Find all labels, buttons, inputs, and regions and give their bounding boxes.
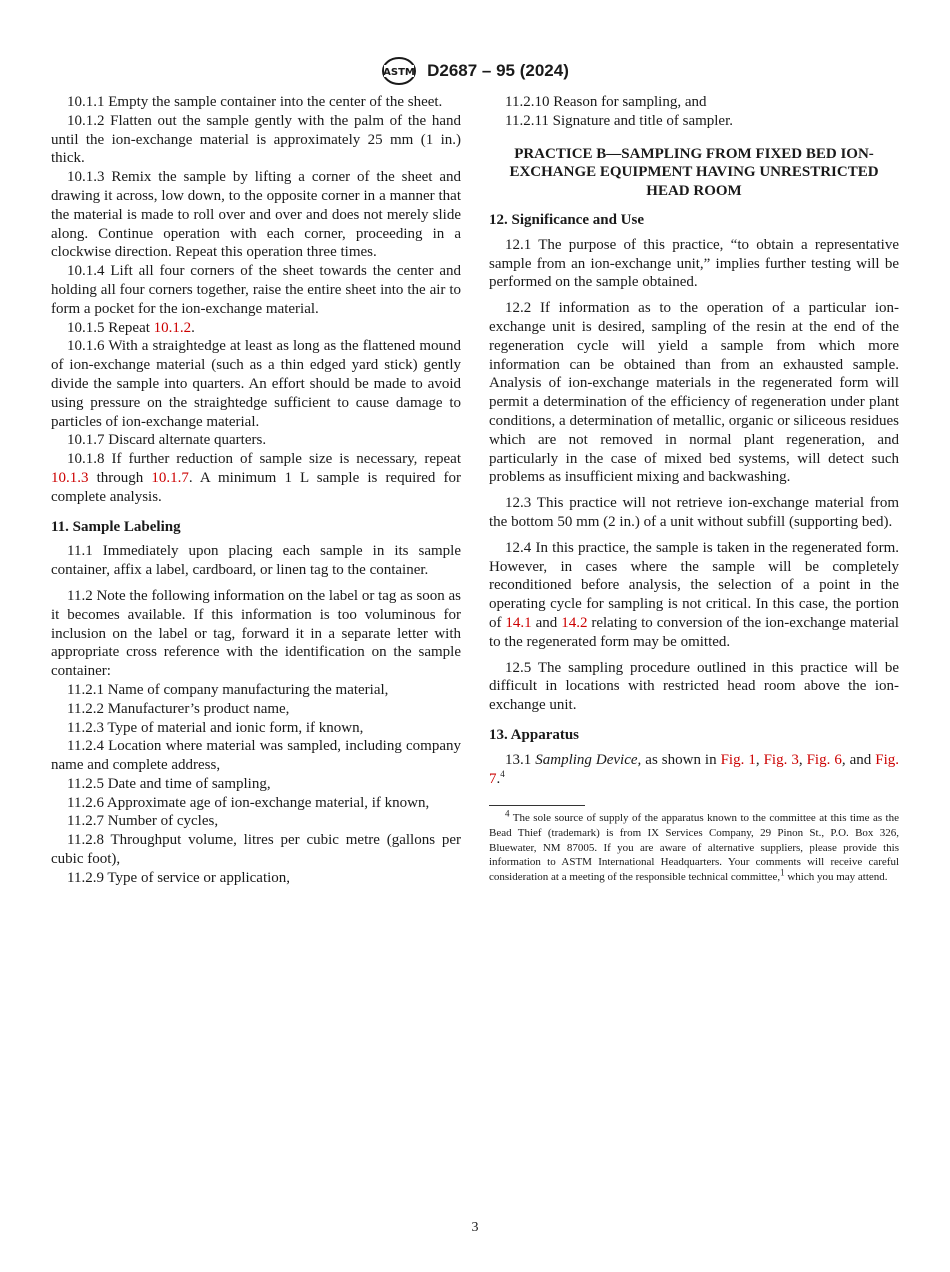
para-text: 12.4 In this practice, the sample is taken in the regenerated form. However, in cases where the sample will be completely reconditioned before analysis, the selection of a point in the operating cycle for sampling is not critical. In this case, the portion of — [489, 539, 899, 632]
link-10-1-3[interactable]: 10.1.3 — [51, 469, 89, 486]
list-item-11-2-8: 11.2.8 Throughput volume, litres per cubic metre (gallons per cubic foot), — [51, 832, 461, 868]
link-10-1-7[interactable]: 10.1.7 — [151, 469, 189, 486]
para-10-1-8 — [51, 450, 461, 506]
para-text: as shown in — [641, 751, 721, 768]
heading-11: 11. Sample Labeling — [51, 518, 181, 535]
para-10-1-5 — [51, 319, 461, 338]
para-11-1: 11.1 Immediately upon placing each sample in its sample container, affix a label, cardboard, or linen tag to the container. — [51, 543, 461, 579]
link-14-1[interactable]: 14.1 — [505, 615, 532, 632]
list-item-11-2-9: 11.2.9 Type of service or application, — [67, 869, 291, 886]
para-text: , — [755, 751, 764, 768]
para-text: . — [496, 770, 501, 787]
footnote-ref-1[interactable]: 1 — [780, 867, 785, 878]
para-10-1-4: 10.1.4 Lift all four corners of the sheet towards the center and holding all four corners together, raise the entire sheet into the air to form a pocket for the ion-exchange material. — [51, 263, 461, 317]
list-item-11-2-7: 11.2.7 Number of cycles, — [67, 813, 219, 830]
para-12-5: 12.5 The sampling procedure outlined in this practice will be difficult in locations with restricted head room above the ion-exchange unit. — [489, 659, 899, 714]
para-12-4 — [489, 539, 899, 652]
page-number: 3 — [471, 1220, 479, 1235]
para-text: relating to conversion of the ion-exchange material to the regenerated form may be omitted. — [489, 615, 899, 650]
link-fig-7[interactable]: Fig. 7 — [489, 751, 899, 787]
para-12-3: 12.3 This practice will not retrieve ion-exchange material from the bottom 50 mm (2 in.) of a unit without subfill (supporting bed). — [489, 495, 899, 531]
link-14-2[interactable]: 14.2 — [561, 615, 588, 632]
list-item-11-2-3: 11.2.3 Type of material and ionic form, if known, — [67, 719, 364, 736]
list-item-11-2-11: 11.2.11 Signature and title of sampler. — [505, 112, 734, 129]
practice-b-title: PRACTICE B—SAMPLING FROM FIXED BED ION-EXCHANGE EQUIPMENT HAVING UNRESTRICTED HEAD ROOM — [509, 145, 879, 199]
footnote-text: which you may attend. — [784, 870, 888, 883]
para-12-2: 12.2 If information as to the operation of a particular ion-exchange unit is desired, sampling of the resin at the end of the regeneration cycle will yield a sample from which more information can be obtained than from an exhausted sample. Analysis of ion-exchange materials in the regenerated form will permit a determination of the efficiency of regeneration under plant conditions, a determination of metallic, organic or siliceous residues which are not removed in normal plant regeneration, and particularly in the case of mixed bed systems, will detect such problems as insufficient mixing and backwashing. — [489, 300, 899, 486]
list-item-11-2-1: 11.2.1 Name of company manufacturing the material, — [67, 681, 389, 698]
astm-logo-icon — [381, 56, 417, 86]
standard-designation: D2687 – 95 (2024) — [427, 61, 569, 80]
link-fig-1[interactable]: Fig. 1 — [720, 751, 756, 768]
para-10-1-6: 10.1.6 With a straightedge at least as long as the flattened mound of ion-exchange material (such as a thin edged yard stick) gently divide the sample into quarters. An effort should be made to avoid using pressure on the straightedge sufficient to cause damage to particles of ion-exchange material. — [51, 338, 461, 430]
heading-13: 13. Apparatus — [489, 727, 580, 744]
para-text: , — [798, 751, 807, 768]
footnote-text: The sole source of supply of the apparatus known to the committee at this time as the Bead Thief (trademark) is from IX Services Company, 29 Pinon St., P.O. Box 326, Bluewater, NM 87005. If you are aware of alternative suppliers, please provide this information to ASTM International Headquarters. Your comments will receive careful consideration at a meeting of the responsible technical committee, — [489, 812, 899, 883]
para-11-2: 11.2 Note the following information on the label or tag as soon as it becomes available. If this information is too voluminous for inclusion on the label or tag, forward it in a separate letter with appropriate cross reference with the identification on the sample container: — [51, 587, 461, 680]
link-10-1-2[interactable]: 10.1.2 — [153, 319, 192, 336]
para-text: through — [88, 469, 152, 486]
para-13-1 — [489, 751, 899, 789]
footnote-number: 4 — [505, 808, 510, 819]
list-item-11-2-10: 11.2.10 Reason for sampling, and — [505, 94, 707, 110]
link-fig-3[interactable]: Fig. 3 — [763, 751, 799, 768]
para-text: 10.1.8 If further reduction of sample size is necessary, repeat — [67, 451, 461, 468]
astm-logo-text: ASTM — [383, 67, 415, 78]
heading-12: 12. Significance and Use — [489, 212, 645, 229]
left-column — [51, 93, 461, 888]
list-item-11-2-4: 11.2.4 Location where material was sampled, including company name and complete address, — [51, 738, 461, 774]
para-10-1-7: 10.1.7 Discard alternate quarters. — [67, 432, 267, 449]
para-text: , and — [841, 751, 876, 768]
term-sampling-device: Sampling Device, — [535, 751, 642, 768]
footnote-4 — [489, 808, 899, 884]
list-item-11-2-5: 11.2.5 Date and time of sampling, — [67, 775, 271, 792]
list-item-11-2-2: 11.2.2 Manufacturer’s product name, — [67, 700, 290, 717]
footnote-ref-4[interactable]: 4 — [500, 768, 505, 779]
para-10-1-2: 10.1.2 Flatten out the sample gently with the palm of the hand until the ion-exchange material is approximately 25 mm (1 in.) thick. — [51, 112, 461, 167]
para-text: . — [191, 319, 195, 336]
page-header — [0, 56, 950, 84]
footnote-divider — [489, 805, 585, 806]
para-10-1-1: 10.1.1 Empty the sample container into the center of the sheet. — [67, 94, 443, 110]
para-text: 13.1 — [505, 751, 536, 768]
link-fig-6[interactable]: Fig. 6 — [806, 751, 842, 768]
para-12-1: 12.1 The purpose of this practice, “to obtain a representative sample from an ion-exchange unit,” implies further testing will be performed on the sample obtained. — [489, 236, 899, 291]
para-text: 10.1.5 Repeat — [67, 319, 154, 336]
right-column — [489, 93, 899, 884]
para-text: . A minimum 1 L sample is required for complete analysis. — [51, 469, 462, 505]
list-item-11-2-6: 11.2.6 Approximate age of ion-exchange material, if known, — [67, 794, 430, 811]
para-text: and — [531, 615, 562, 632]
para-10-1-3: 10.1.3 Remix the sample by lifting a corner of the sheet and drawing it across, low down, to the opposite corner in a manner that the material is made to roll over and over and does not merely slide along. Continue operation with each corner, proceeding in a clockwise direction. Repeat this operation three times. — [51, 169, 461, 261]
